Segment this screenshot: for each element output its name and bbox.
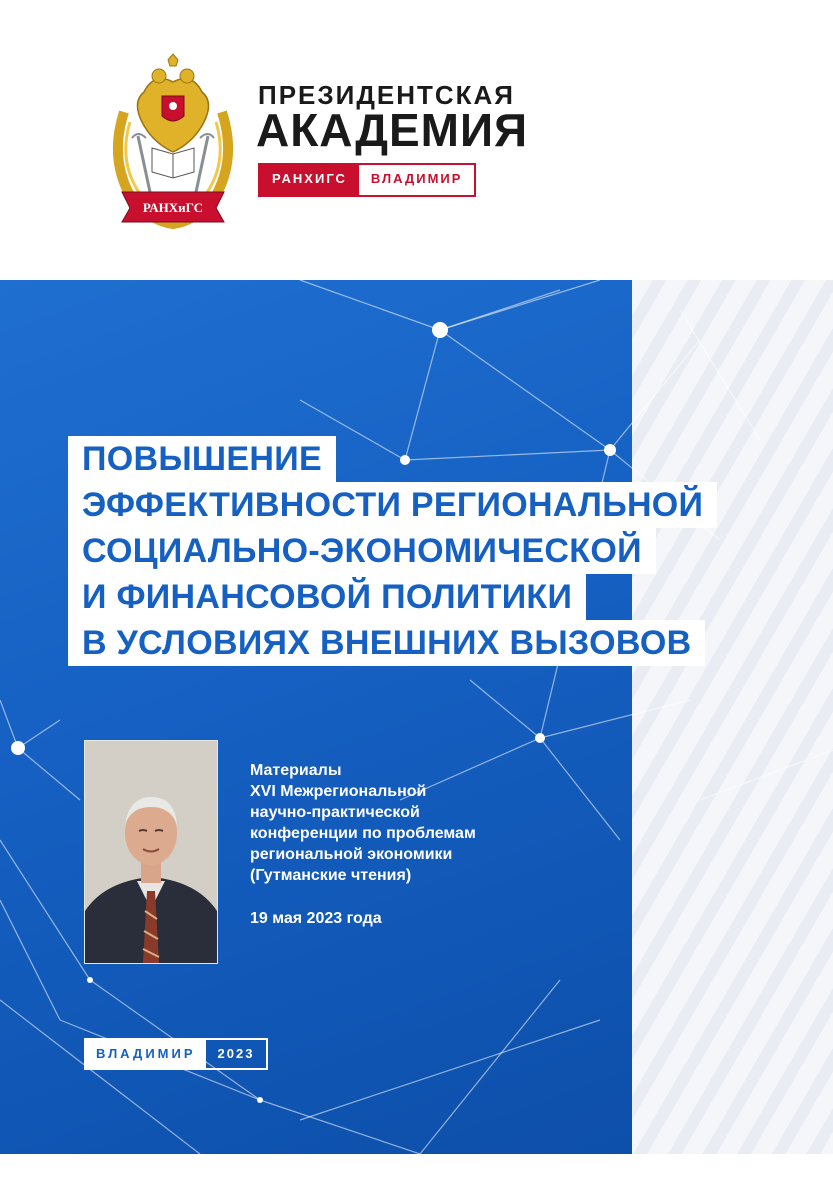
conference-info-line: региональной экономики [250,846,453,863]
brand-tag-ranepa: РАНХИГС [260,165,359,195]
ranepa-emblem-icon [104,52,242,230]
conference-info-line: Материалы [250,762,342,779]
brand-tags [258,163,476,197]
conference-info-line: конференции по проблемам [250,825,476,842]
cover-title-line: ЭФФЕКТИВНОСТИ РЕГИОНАЛЬНОЙ [68,482,717,528]
city-year-badge [84,1038,268,1070]
footer-year: 2023 [217,1046,255,1061]
portrait-photo [84,740,218,964]
brand-title-line2: АКАДЕМИЯ [256,104,529,156]
cover-header [0,0,833,280]
conference-info-line: (Гутманские чтения) [250,867,412,884]
network-lines-decor [0,280,833,1154]
brand-tag-city: ВЛАДИМИР [359,165,475,195]
conference-date: 19 мая 2023 года [250,910,382,927]
conference-info-line: XVI Межрегиональной [250,783,427,800]
cover-title-line: И ФИНАНСОВОЙ ПОЛИТИКИ [68,574,586,620]
footer-city: ВЛАДИМИР [86,1040,206,1068]
emblem-ribbon-text: РАНХиГС [142,200,204,215]
cover-title-line: В УСЛОВИЯХ ВНЕШНИХ ВЫЗОВОВ [68,620,705,666]
cover-title [68,436,717,666]
conference-info-line: научно-практической [250,804,420,821]
cover-title-line: СОЦИАЛЬНО-ЭКОНОМИЧЕСКОЙ [68,528,656,574]
cover-title-line: ПОВЫШЕНИЕ [68,436,336,482]
brand-title-line1: ПРЕЗИДЕНТСКАЯ [258,80,515,110]
conference-info [250,760,476,929]
